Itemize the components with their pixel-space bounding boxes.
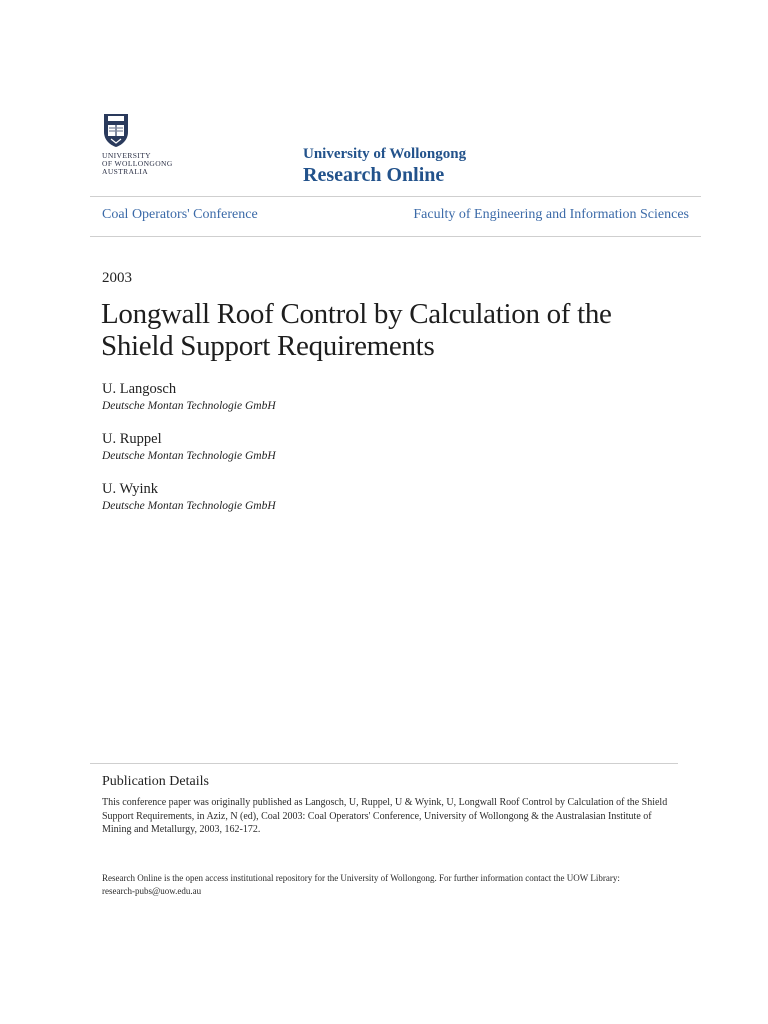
- author-name[interactable]: U. Langosch: [102, 381, 177, 397]
- uow-logo-text: [102, 152, 173, 176]
- author-block: [102, 430, 276, 464]
- uow-logo: [102, 112, 192, 182]
- author-block: [102, 380, 276, 414]
- publication-details-heading: Publication Details: [102, 774, 209, 789]
- brand-university: University of Wollongong: [303, 146, 467, 162]
- paper-title: Longwall Roof Control by Calculation of the Shield Support Requirements: [101, 298, 612, 362]
- coal-operators-conference-link[interactable]: Coal Operators' Conference: [102, 207, 258, 222]
- faculty-link[interactable]: Faculty of Engineering and Information Sciences: [413, 207, 689, 222]
- author-affiliation: Deutsche Montan Technologie GmbH: [102, 450, 276, 462]
- author-affiliation: Deutsche Montan Technologie GmbH: [102, 500, 276, 512]
- footer-text: [102, 872, 672, 897]
- brand-repository: Research Online: [303, 164, 445, 186]
- divider-top: [90, 196, 701, 197]
- footer-description: Research Online is the open access institutional repository for the University of Wollongong. For further information contact the UOW Library:: [102, 873, 620, 883]
- author-block: [102, 480, 276, 514]
- publication-year: 2003: [102, 270, 132, 286]
- university-crest-icon: [102, 112, 130, 148]
- library-email-link[interactable]: research-pubs@uow.edu.au: [102, 885, 202, 896]
- author-name[interactable]: U. Ruppel: [102, 431, 162, 447]
- uow-logo-line: OF WOLLONGONG: [102, 159, 173, 168]
- uow-logo-line: AUSTRALIA: [102, 167, 149, 176]
- uow-logo-line: UNIVERSITY: [102, 151, 151, 160]
- publication-details-text: This conference paper was originally published as Langosch, U, Ruppel, U & Wyink, U, Longwall Roof Control by Calculation of the Shield Support Requirements, in Aziz, N (ed), Coal 2003: Coal Operators' Conference, University of Wollongong & the Australasian Institute of Mining and Metallurgy, 2003, 162-172.: [102, 797, 668, 835]
- author-affiliation: Deutsche Montan Technologie GmbH: [102, 400, 276, 412]
- divider-publication: [90, 763, 678, 764]
- research-online-brand[interactable]: [303, 145, 466, 187]
- divider-bottom: [90, 236, 701, 237]
- author-name[interactable]: U. Wyink: [102, 481, 159, 497]
